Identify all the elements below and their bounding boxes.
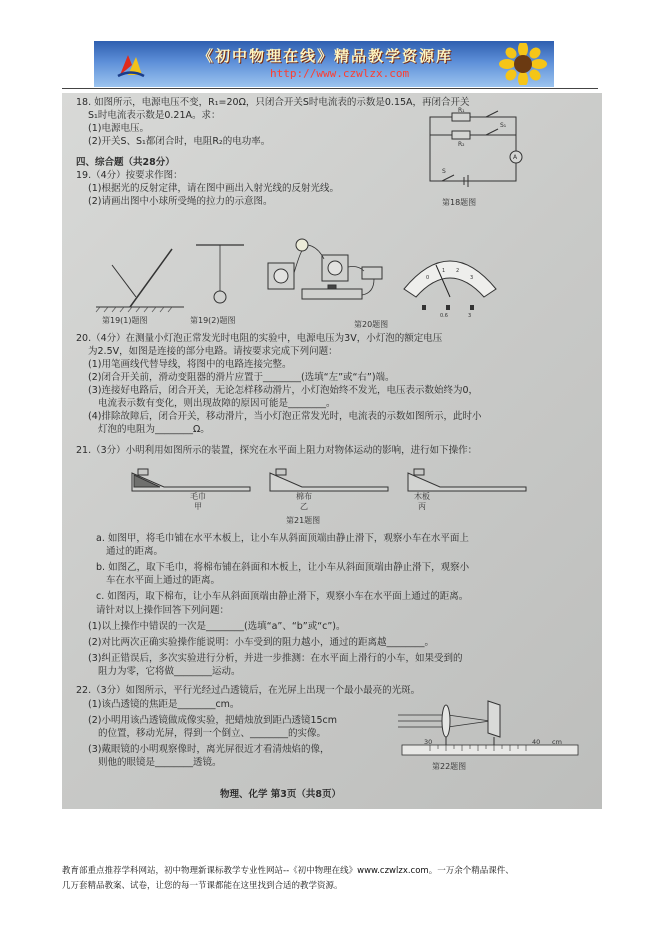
ruler-label-40: 40	[532, 738, 541, 746]
section-4-heading: 四、综合题（共28分）	[76, 157, 175, 168]
q21-line-2: a. 如图甲，将毛巾铺在水平木板上，让小车从斜面顶端由静止滑下，观察小车在水平面上	[96, 533, 469, 544]
banner-title: 《初中物理在线》精品教学资源库	[198, 47, 454, 65]
q21-line-7: 请针对以上操作回答下列问题：	[96, 605, 230, 616]
banner-url[interactable]: http://www.czwlzx.com	[270, 67, 410, 80]
q20-line-8: 灯泡的电阻为________Ω。	[98, 424, 210, 435]
q19-1-reflection-figure	[92, 241, 188, 313]
surface-label-cotton: 棉布	[296, 492, 312, 501]
surface-label-board: 木板	[414, 492, 430, 501]
q21-line-11: 阻力为零，它将做________运动。	[98, 666, 241, 677]
meter-terminal-3: 3	[468, 313, 472, 319]
q20-line-5: (3)连接好电路后，闭合开关，无论怎样移动滑片，小灯泡始终不发光，电压表示数始终为0，	[88, 385, 479, 396]
q19-1-caption: 第19(1)题图	[102, 316, 148, 325]
q21-line-1: 21.（3分）小明利用如图所示的装置，探究在水平面上阻力对物体运动的影响，进行如下操作：	[76, 445, 478, 456]
q22-line-3: (2)小明用该凸透镜做成像实验，把蜡烛放到距凸透镜15cm	[88, 715, 338, 726]
q18-line-1: 18. 如图所示，电源电压不变，R₁=20Ω，只闭合开关S时电流表的示数是0.15A，再闭合开关	[76, 97, 470, 108]
surface-tag-bing: 丙	[418, 502, 426, 511]
q20-line-1: 20.（4分）在测量小灯泡正常发光时电阻的实验中，电源电压为3V，小灯泡的额定电压	[76, 333, 443, 344]
q20-caption: 第20题图	[354, 320, 389, 329]
q22-line-6: 则他的眼镜是________透镜。	[98, 757, 222, 768]
site-banner	[94, 41, 554, 87]
q18-line-3: (1)电源电压。	[88, 123, 149, 134]
q22-line-1: 22.（3分）如图所示，平行光经过凸透镜后，在光屏上出现一个最小最亮的光斑。	[76, 685, 421, 696]
q18-line-2: S₁时电流表示数是0.21A。求：	[88, 110, 221, 121]
q20-circuit-apparatus-figure	[262, 233, 392, 313]
q21-figure-caption: 第21题图	[286, 516, 321, 525]
meter-terminal-06: 0.6	[440, 313, 448, 319]
q22-figure-caption: 第22题图	[432, 762, 467, 771]
q21-line-10: (3)纠正错误后，多次实验进行分析，并进一步推测：在水平面上滑行的小车，如果受到的	[88, 653, 463, 664]
q19-line-3: (2)请画出图中小球所受绳的拉力的示意图。	[88, 196, 273, 207]
q18-circuit-diagram	[424, 107, 524, 191]
q20-line-7: (4)排除故障后，闭合开关，移动滑片，当小灯泡正常发光时，电流表的示数如图所示，此时小	[88, 411, 482, 422]
ruler-label-30: 30	[424, 738, 433, 746]
q18-label-a: A	[513, 154, 518, 161]
q22-line-5: (3)戴眼镜的小明观察像时，离光屏很近才看清烛焰的像，	[88, 744, 330, 755]
q20-line-4: (2)闭合开关前，滑动变阻器的滑片应置于________(选填“左”或“右”)端。	[88, 372, 395, 383]
q19-2-pendulum-figure	[190, 241, 250, 313]
site-logo-icon	[116, 49, 146, 79]
q21-line-6: c. 如图丙，取下棉布，让小车从斜面顶端由静止滑下，观察小车在水平面上通过的距离。	[96, 591, 469, 602]
surface-label-towel: 毛巾	[190, 492, 206, 501]
q20-line-2: 为2.5V，如图是连接的部分电路。请按要求完成下列问题：	[88, 346, 338, 357]
q18-label-r1: R₁	[458, 107, 465, 114]
q20-line-3: (1)用笔画线代替导线，将图中的电路连接完整。	[88, 359, 292, 370]
q22-line-4: 的位置，移动光屏，得到一个倒立、________的实像。	[98, 728, 327, 739]
q22-lens-ruler-figure	[394, 697, 594, 769]
q19-line-1: 19.（4分）按要求作图：	[76, 170, 183, 181]
meter-tick-3: 3	[470, 275, 474, 281]
surface-tag-jia: 甲	[194, 502, 202, 511]
q21-line-8: (1)以上操作中错误的一次是________(选填“a”、“b”或“c”)。	[88, 621, 346, 632]
q18-figure-caption: 第18题图	[442, 198, 477, 207]
banner-divider	[62, 88, 598, 89]
q21-line-4: b. 如图乙，取下毛巾，将棉布铺在斜面和木板上，让小车从斜面顶端由静止滑下，观察小	[96, 562, 470, 573]
surface-tag-yi: 乙	[300, 502, 308, 511]
page-number-footer: 物理、化学 第3页（共8页）	[220, 789, 342, 800]
q19-2-caption: 第19(2)题图	[190, 316, 236, 325]
meter-tick-2: 2	[456, 268, 460, 274]
meter-tick-0: 0	[426, 275, 430, 281]
q19-line-2: (1)根据光的反射定律，请在图中画出入射光线的反射光线。	[88, 183, 339, 194]
q22-line-2: (1)该凸透镜的焦距是________cm。	[88, 699, 240, 710]
sunflower-icon	[498, 43, 548, 85]
q20-line-6: 电流表示数有变化，则出现故障的原因可能是________。	[98, 398, 336, 409]
meter-tick-1: 1	[442, 268, 446, 274]
ruler-unit: cm	[552, 738, 562, 746]
footer-line-2: 几万套精品教案、试卷，让您的每一节课都能在这里找到合适的教学资源。	[62, 881, 343, 891]
q21-line-5: 车在水平面上通过的距离。	[106, 575, 221, 586]
ammeter-dial-figure	[400, 245, 500, 317]
q21-line-9: (2)对比两次正确实验操作能说明：小车受到的阻力越小，通过的距离越________。	[88, 637, 434, 648]
q18-label-s1: S₁	[500, 122, 507, 129]
footer-line-1: 教育部重点推荐学科网站，初中物理新课标教学专业性网站--《初中物理在线》www.czwlzx.com。一万余个精品课件、	[62, 866, 514, 876]
q21-line-3: 通过的距离。	[106, 546, 164, 557]
q18-line-4: (2)开关S、S₁都闭合时，电阻R₂的电功率。	[88, 136, 271, 147]
q18-label-s: S	[442, 168, 446, 175]
exam-page-photo	[62, 93, 602, 809]
q18-label-r2: R₂	[458, 141, 465, 148]
